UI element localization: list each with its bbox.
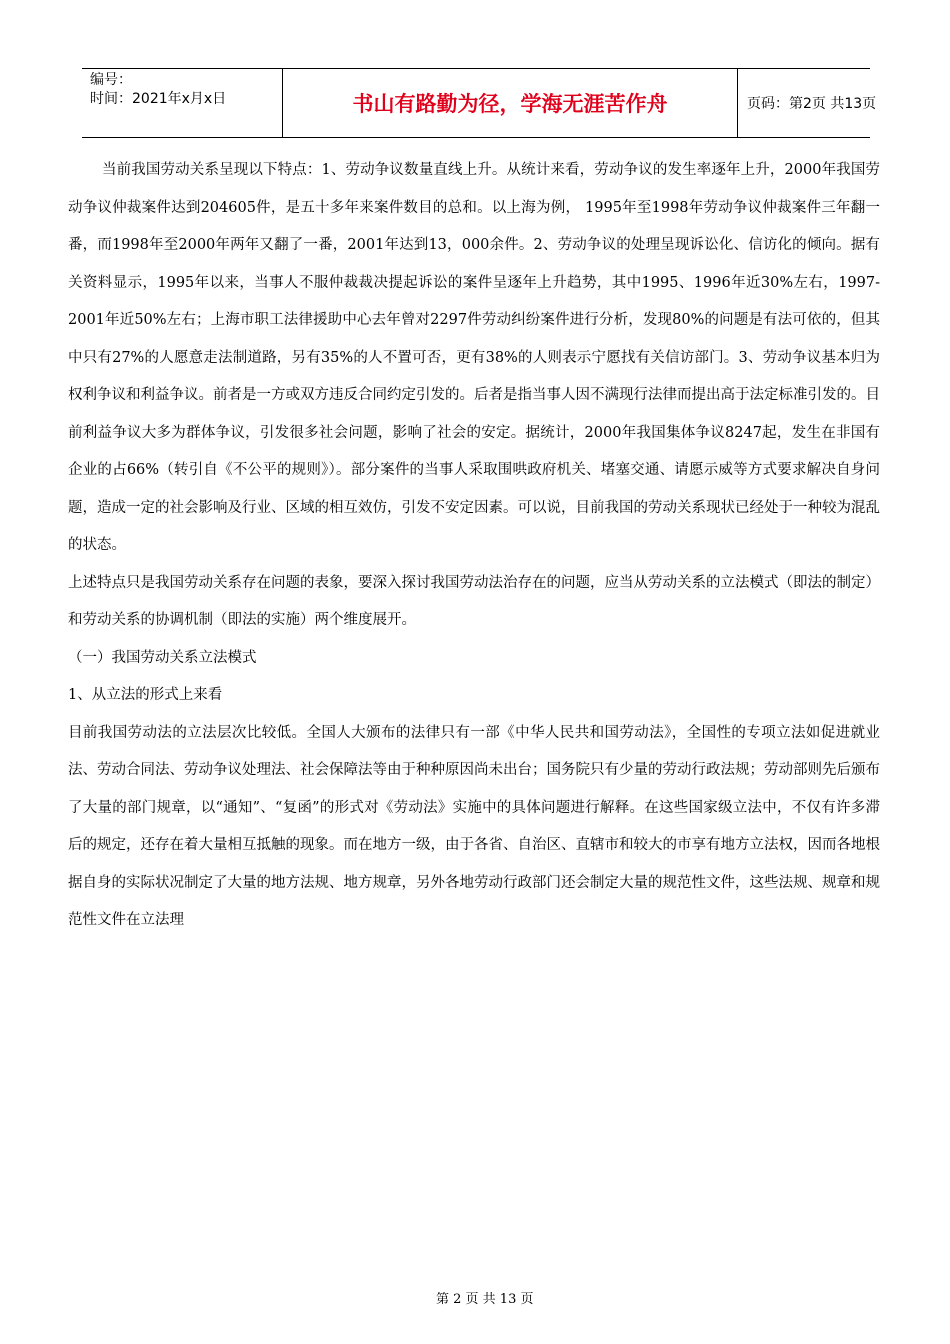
- header-motto: 书山有路勤为径，学海无涯苦作舟: [352, 92, 668, 116]
- paragraph-labor-relations-features: 当前我国劳动关系呈现以下特点：1、劳动争议数量直线上升。从统计来看，劳动争议的发生率逐年上升，2000年我国劳动争议仲裁案件达到204605件，是五十多年来案件数目的总和。以上海为例， 1995年至1998年劳动争议仲裁案件三年翻一番，而1998年至2000年两年又翻了一番，2001年达到13，000余件。2、劳动争议的处理呈现诉讼化、信访化的倾向。据有关资料显示，1995年以来，当事人不服仲裁裁决提起诉讼的案件呈逐年上升趋势，其中1995、1996年近30%左右，1997-2001年近50%左右；上海市职工法律援助中心去年曾对2297件劳动纠纷案件进行分析，发现80%的问题是有法可依的，但其中只有27%的人愿意走法制道路，另有35%的人不置可否，更有38%的人则表示宁愿找有关信访部门。3、劳动争议基本归为权利争议和利益争议。前者是一方或双方违反合同约定引发的。后者是指当事人因不满现行法律而提出高于法定标准引发的。目前利益争议大多为群体争议，引发很多社会问题，影响了社会的安定。据统计，2000年我国集体争议8247起，发生在非国有企业的占66%（转引自《不公平的规则》）。部分案件的当事人采取围哄政府机关、堵塞交通、请愿示威等方式要求解决自身问题，造成一定的社会影响及行业、区域的相互效仿，引发不安定因素。可以说，目前我国的劳动关系现状已经处于一种较为混乱的状态。: [68, 162, 880, 553]
- page-footer: 第 2 页 共 13 页: [436, 1292, 534, 1307]
- document-code-label: 编号：: [90, 72, 132, 88]
- header-meta-cell: [82, 69, 282, 137]
- document-body: [68, 152, 880, 940]
- document-header: [82, 68, 877, 138]
- header-page-info: 页码：第2页 共13页: [747, 96, 877, 112]
- document-date: 时间：2021年x月x日: [90, 91, 227, 107]
- header-page-cell: [737, 69, 877, 137]
- section-heading-legislation-model: （一）我国劳动关系立法模式: [68, 649, 257, 666]
- paragraph-dimensions-intro: 上述特点只是我国劳动关系存在问题的表象，要深入探讨我国劳动法治存在的问题，应当从劳动关系的立法模式（即法的制定）和劳动关系的协调机制（即法的实施）两个维度展开。: [68, 574, 880, 628]
- header-motto-cell: [282, 69, 738, 137]
- paragraph-legislation-level: 目前我国劳动法的立法层次比较低。全国人大颁布的法律只有一部《中华人民共和国劳动法》，全国性的专项立法如促进就业法、劳动合同法、劳动争议处理法、社会保障法等由于种种原因尚未出台；国务院只有少量的劳动行政法规；劳动部则先后颁布了大量的部门规章，以“通知”、“复函”的形式对《劳动法》实施中的具体问题进行解释。在这些国家级立法中，不仅有许多滞后的规定，还存在着大量相互抵触的现象。而在地方一级，由于各省、自治区、直辖市和较大的市享有地方立法权，因而各地根据自身的实际状况制定了大量的地方法规、地方规章，另外各地劳动行政部门还会制定大量的规范性文件，这些法规、规章和规范性文件在立法理: [68, 724, 880, 928]
- subsection-heading-legislative-form: 1、从立法的形式上来看: [68, 687, 223, 703]
